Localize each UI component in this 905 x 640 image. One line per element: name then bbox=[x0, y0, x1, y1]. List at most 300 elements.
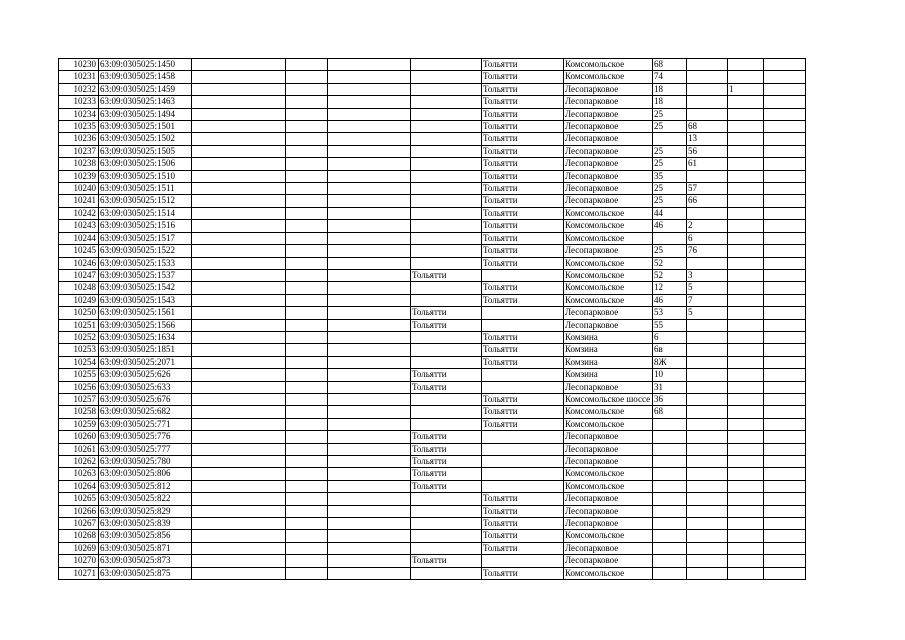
cadastral-number-cell: 63:09:0305025:1634 bbox=[99, 331, 192, 343]
empty-cell-l bbox=[764, 307, 806, 319]
city-cell-alt bbox=[411, 542, 482, 554]
row-number-cell: 10271 bbox=[59, 567, 99, 579]
empty-cell-l bbox=[764, 207, 806, 219]
building-cell bbox=[728, 393, 764, 405]
city-cell-alt: Тольятти bbox=[411, 369, 482, 381]
street-cell: Лесопарковое bbox=[564, 518, 653, 530]
building-cell bbox=[728, 542, 764, 554]
empty-cell-c bbox=[192, 245, 286, 257]
apartment-cell bbox=[687, 83, 728, 95]
empty-cell-l bbox=[764, 443, 806, 455]
row-number-cell: 10253 bbox=[59, 344, 99, 356]
building-cell bbox=[728, 232, 764, 244]
building-cell bbox=[728, 505, 764, 517]
table-row bbox=[59, 480, 806, 492]
building-cell bbox=[728, 307, 764, 319]
empty-cell-c bbox=[192, 542, 286, 554]
city-cell: Тольятти bbox=[482, 59, 564, 71]
table-row bbox=[59, 505, 806, 517]
house-number-cell bbox=[653, 456, 687, 468]
empty-cell-l bbox=[764, 245, 806, 257]
table-row bbox=[59, 456, 806, 468]
empty-cell-c bbox=[192, 443, 286, 455]
empty-cell-l bbox=[764, 83, 806, 95]
city-cell bbox=[482, 431, 564, 443]
empty-cell-e bbox=[328, 220, 411, 232]
apartment-cell bbox=[687, 505, 728, 517]
empty-cell-c bbox=[192, 133, 286, 145]
building-cell: 1 bbox=[728, 83, 764, 95]
table-row bbox=[59, 195, 806, 207]
empty-cell-c bbox=[192, 108, 286, 120]
table-row bbox=[59, 406, 806, 418]
table-row bbox=[59, 294, 806, 306]
apartment-cell bbox=[687, 530, 728, 542]
table-row bbox=[59, 542, 806, 554]
building-cell bbox=[728, 369, 764, 381]
building-cell bbox=[728, 257, 764, 269]
empty-cell-e bbox=[328, 505, 411, 517]
building-cell bbox=[728, 195, 764, 207]
apartment-cell bbox=[687, 369, 728, 381]
empty-cell-e bbox=[328, 108, 411, 120]
empty-cell-l bbox=[764, 183, 806, 195]
empty-cell-c bbox=[192, 232, 286, 244]
empty-cell-l bbox=[764, 480, 806, 492]
row-number-cell: 10252 bbox=[59, 331, 99, 343]
apartment-cell bbox=[687, 96, 728, 108]
house-number-cell: 46 bbox=[653, 220, 687, 232]
empty-cell-d bbox=[286, 393, 328, 405]
city-cell-alt bbox=[411, 133, 482, 145]
city-cell-alt bbox=[411, 220, 482, 232]
empty-cell-e bbox=[328, 121, 411, 133]
street-cell: Лесопарковое bbox=[564, 158, 653, 170]
empty-cell-c bbox=[192, 406, 286, 418]
empty-cell-c bbox=[192, 356, 286, 368]
street-cell: Лесопарковое bbox=[564, 319, 653, 331]
cadastral-number-cell: 63:09:0305025:633 bbox=[99, 381, 192, 393]
table-row bbox=[59, 344, 806, 356]
street-cell: Лесопарковое bbox=[564, 493, 653, 505]
apartment-cell: 3 bbox=[687, 269, 728, 281]
cadastral-number-cell: 63:09:0305025:682 bbox=[99, 406, 192, 418]
apartment-cell bbox=[687, 518, 728, 530]
empty-cell-l bbox=[764, 108, 806, 120]
table-row bbox=[59, 555, 806, 567]
apartment-cell bbox=[687, 406, 728, 418]
cadastral-number-cell: 63:09:0305025:1501 bbox=[99, 121, 192, 133]
building-cell bbox=[728, 567, 764, 579]
city-cell: Тольятти bbox=[482, 145, 564, 157]
building-cell bbox=[728, 170, 764, 182]
apartment-cell: 61 bbox=[687, 158, 728, 170]
cadastral-number-cell: 63:09:0305025:856 bbox=[99, 530, 192, 542]
empty-cell-d bbox=[286, 133, 328, 145]
empty-cell-c bbox=[192, 505, 286, 517]
city-cell: Тольятти bbox=[482, 356, 564, 368]
street-cell: Лесопарковое bbox=[564, 195, 653, 207]
house-number-cell: 18 bbox=[653, 83, 687, 95]
house-number-cell: 25 bbox=[653, 158, 687, 170]
apartment-cell bbox=[687, 493, 728, 505]
city-cell bbox=[482, 369, 564, 381]
cadastral-number-cell: 63:09:0305025:812 bbox=[99, 480, 192, 492]
empty-cell-l bbox=[764, 356, 806, 368]
house-number-cell: 12 bbox=[653, 282, 687, 294]
house-number-cell: 25 bbox=[653, 108, 687, 120]
city-cell bbox=[482, 468, 564, 480]
city-cell: Тольятти bbox=[482, 220, 564, 232]
cadastral-number-cell: 63:09:0305025:1502 bbox=[99, 133, 192, 145]
apartment-cell: 2 bbox=[687, 220, 728, 232]
empty-cell-d bbox=[286, 331, 328, 343]
cadastral-number-cell: 63:09:0305025:806 bbox=[99, 468, 192, 480]
city-cell bbox=[482, 555, 564, 567]
house-number-cell bbox=[653, 493, 687, 505]
row-number-cell: 10231 bbox=[59, 71, 99, 83]
empty-cell-d bbox=[286, 232, 328, 244]
table-row bbox=[59, 59, 806, 71]
empty-cell-l bbox=[764, 294, 806, 306]
cadastral-number-cell: 63:09:0305025:829 bbox=[99, 505, 192, 517]
street-cell: Лесопарковое bbox=[564, 170, 653, 182]
table-row bbox=[59, 207, 806, 219]
empty-cell-d bbox=[286, 443, 328, 455]
cadastral-number-cell: 63:09:0305025:1505 bbox=[99, 145, 192, 157]
building-cell bbox=[728, 418, 764, 430]
house-number-cell bbox=[653, 542, 687, 554]
row-number-cell: 10265 bbox=[59, 493, 99, 505]
city-cell-alt bbox=[411, 245, 482, 257]
city-cell-alt bbox=[411, 282, 482, 294]
cadastral-number-cell: 63:09:0305025:1450 bbox=[99, 59, 192, 71]
apartment-cell bbox=[687, 468, 728, 480]
apartment-cell: 7 bbox=[687, 294, 728, 306]
empty-cell-e bbox=[328, 456, 411, 468]
street-cell: Комзина bbox=[564, 331, 653, 343]
empty-cell-c bbox=[192, 319, 286, 331]
cadastral-number-cell: 63:09:0305025:1458 bbox=[99, 71, 192, 83]
empty-cell-l bbox=[764, 493, 806, 505]
empty-cell-e bbox=[328, 418, 411, 430]
row-number-cell: 10259 bbox=[59, 418, 99, 430]
empty-cell-c bbox=[192, 170, 286, 182]
empty-cell-e bbox=[328, 269, 411, 281]
empty-cell-l bbox=[764, 121, 806, 133]
empty-cell-d bbox=[286, 480, 328, 492]
apartment-cell bbox=[687, 443, 728, 455]
city-cell-alt bbox=[411, 158, 482, 170]
empty-cell-d bbox=[286, 121, 328, 133]
empty-cell-e bbox=[328, 381, 411, 393]
cadastral-number-cell: 63:09:0305025:771 bbox=[99, 418, 192, 430]
empty-cell-d bbox=[286, 319, 328, 331]
row-number-cell: 10266 bbox=[59, 505, 99, 517]
table-row bbox=[59, 307, 806, 319]
city-cell-alt bbox=[411, 183, 482, 195]
row-number-cell: 10260 bbox=[59, 431, 99, 443]
empty-cell-e bbox=[328, 195, 411, 207]
empty-cell-d bbox=[286, 71, 328, 83]
street-cell: Комсомольское bbox=[564, 468, 653, 480]
empty-cell-d bbox=[286, 207, 328, 219]
cadastral-number-cell: 63:09:0305025:1851 bbox=[99, 344, 192, 356]
empty-cell-e bbox=[328, 207, 411, 219]
street-cell: Комсомольское bbox=[564, 418, 653, 430]
empty-cell-e bbox=[328, 232, 411, 244]
building-cell bbox=[728, 133, 764, 145]
house-number-cell: 10 bbox=[653, 369, 687, 381]
empty-cell-d bbox=[286, 96, 328, 108]
building-cell bbox=[728, 158, 764, 170]
empty-cell-d bbox=[286, 493, 328, 505]
apartment-cell bbox=[687, 207, 728, 219]
house-number-cell bbox=[653, 530, 687, 542]
house-number-cell bbox=[653, 567, 687, 579]
empty-cell-c bbox=[192, 207, 286, 219]
house-number-cell: 53 bbox=[653, 307, 687, 319]
city-cell: Тольятти bbox=[482, 195, 564, 207]
empty-cell-d bbox=[286, 257, 328, 269]
street-cell: Комсомольское bbox=[564, 294, 653, 306]
table-row bbox=[59, 96, 806, 108]
empty-cell-l bbox=[764, 381, 806, 393]
apartment-cell bbox=[687, 418, 728, 430]
apartment-cell bbox=[687, 59, 728, 71]
building-cell bbox=[728, 381, 764, 393]
apartment-cell: 13 bbox=[687, 133, 728, 145]
empty-cell-c bbox=[192, 83, 286, 95]
table-row bbox=[59, 356, 806, 368]
empty-cell-d bbox=[286, 170, 328, 182]
empty-cell-c bbox=[192, 121, 286, 133]
apartment-cell: 5 bbox=[687, 307, 728, 319]
empty-cell-e bbox=[328, 83, 411, 95]
cadastral-number-cell: 63:09:0305025:1510 bbox=[99, 170, 192, 182]
table-row bbox=[59, 257, 806, 269]
city-cell: Тольятти bbox=[482, 232, 564, 244]
empty-cell-d bbox=[286, 294, 328, 306]
city-cell-alt bbox=[411, 96, 482, 108]
empty-cell-d bbox=[286, 456, 328, 468]
empty-cell-d bbox=[286, 269, 328, 281]
row-number-cell: 10240 bbox=[59, 183, 99, 195]
empty-cell-l bbox=[764, 518, 806, 530]
street-cell: Лесопарковое bbox=[564, 245, 653, 257]
city-cell-alt: Тольятти bbox=[411, 431, 482, 443]
row-number-cell: 10237 bbox=[59, 145, 99, 157]
city-cell-alt bbox=[411, 195, 482, 207]
row-number-cell: 10257 bbox=[59, 393, 99, 405]
row-number-cell: 10264 bbox=[59, 480, 99, 492]
empty-cell-e bbox=[328, 542, 411, 554]
empty-cell-e bbox=[328, 319, 411, 331]
building-cell bbox=[728, 518, 764, 530]
street-cell: Комзина bbox=[564, 356, 653, 368]
apartment-cell bbox=[687, 542, 728, 554]
empty-cell-l bbox=[764, 220, 806, 232]
street-cell: Комсомольское bbox=[564, 480, 653, 492]
cadastral-number-cell: 63:09:0305025:626 bbox=[99, 369, 192, 381]
city-cell bbox=[482, 443, 564, 455]
table-row bbox=[59, 245, 806, 257]
table-row bbox=[59, 71, 806, 83]
empty-cell-c bbox=[192, 456, 286, 468]
empty-cell-l bbox=[764, 393, 806, 405]
street-cell: Лесопарковое bbox=[564, 121, 653, 133]
building-cell bbox=[728, 468, 764, 480]
apartment-cell: 68 bbox=[687, 121, 728, 133]
empty-cell-e bbox=[328, 393, 411, 405]
empty-cell-l bbox=[764, 344, 806, 356]
empty-cell-c bbox=[192, 96, 286, 108]
cadastral-number-cell: 63:09:0305025:822 bbox=[99, 493, 192, 505]
row-number-cell: 10267 bbox=[59, 518, 99, 530]
empty-cell-c bbox=[192, 294, 286, 306]
city-cell: Тольятти bbox=[482, 183, 564, 195]
building-cell bbox=[728, 207, 764, 219]
row-number-cell: 10234 bbox=[59, 108, 99, 120]
house-number-cell: 25 bbox=[653, 145, 687, 157]
city-cell: Тольятти bbox=[482, 518, 564, 530]
building-cell bbox=[728, 480, 764, 492]
city-cell-alt bbox=[411, 493, 482, 505]
empty-cell-d bbox=[286, 344, 328, 356]
cadastral-number-cell: 63:09:0305025:1522 bbox=[99, 245, 192, 257]
empty-cell-e bbox=[328, 530, 411, 542]
building-cell bbox=[728, 245, 764, 257]
row-number-cell: 10262 bbox=[59, 456, 99, 468]
city-cell bbox=[482, 381, 564, 393]
city-cell: Тольятти bbox=[482, 108, 564, 120]
row-number-cell: 10241 bbox=[59, 195, 99, 207]
row-number-cell: 10238 bbox=[59, 158, 99, 170]
row-number-cell: 10268 bbox=[59, 530, 99, 542]
row-number-cell: 10248 bbox=[59, 282, 99, 294]
city-cell: Тольятти bbox=[482, 257, 564, 269]
empty-cell-l bbox=[764, 257, 806, 269]
street-cell: Лесопарковое bbox=[564, 108, 653, 120]
row-number-cell: 10251 bbox=[59, 319, 99, 331]
street-cell: Лесопарковое bbox=[564, 542, 653, 554]
city-cell: Тольятти bbox=[482, 96, 564, 108]
street-cell: Лесопарковое bbox=[564, 96, 653, 108]
row-number-cell: 10243 bbox=[59, 220, 99, 232]
cadastral-number-cell: 63:09:0305025:676 bbox=[99, 393, 192, 405]
apartment-cell bbox=[687, 393, 728, 405]
empty-cell-c bbox=[192, 369, 286, 381]
empty-cell-l bbox=[764, 505, 806, 517]
empty-cell-c bbox=[192, 183, 286, 195]
cadastral-number-cell: 63:09:0305025:2071 bbox=[99, 356, 192, 368]
house-number-cell bbox=[653, 505, 687, 517]
house-number-cell bbox=[653, 480, 687, 492]
row-number-cell: 10245 bbox=[59, 245, 99, 257]
empty-cell-c bbox=[192, 381, 286, 393]
empty-cell-l bbox=[764, 319, 806, 331]
city-cell: Тольятти bbox=[482, 406, 564, 418]
table-row bbox=[59, 133, 806, 145]
house-number-cell bbox=[653, 431, 687, 443]
street-cell: Комсомольское шоссе bbox=[564, 393, 653, 405]
empty-cell-e bbox=[328, 443, 411, 455]
table-row bbox=[59, 232, 806, 244]
cadastral-number-cell: 63:09:0305025:1517 bbox=[99, 232, 192, 244]
apartment-cell: 56 bbox=[687, 145, 728, 157]
empty-cell-l bbox=[764, 406, 806, 418]
city-cell-alt bbox=[411, 518, 482, 530]
empty-cell-e bbox=[328, 245, 411, 257]
house-number-cell: 31 bbox=[653, 381, 687, 393]
city-cell: Тольятти bbox=[482, 158, 564, 170]
house-number-cell: 44 bbox=[653, 207, 687, 219]
row-number-cell: 10263 bbox=[59, 468, 99, 480]
house-number-cell: 46 bbox=[653, 294, 687, 306]
row-number-cell: 10232 bbox=[59, 83, 99, 95]
apartment-cell bbox=[687, 480, 728, 492]
row-number-cell: 10235 bbox=[59, 121, 99, 133]
empty-cell-d bbox=[286, 145, 328, 157]
table-row bbox=[59, 282, 806, 294]
empty-cell-c bbox=[192, 518, 286, 530]
empty-cell-e bbox=[328, 331, 411, 343]
empty-cell-l bbox=[764, 555, 806, 567]
house-number-cell bbox=[653, 518, 687, 530]
empty-cell-l bbox=[764, 158, 806, 170]
empty-cell-d bbox=[286, 59, 328, 71]
cadastral-number-cell: 63:09:0305025:875 bbox=[99, 567, 192, 579]
row-number-cell: 10242 bbox=[59, 207, 99, 219]
row-number-cell: 10270 bbox=[59, 555, 99, 567]
street-cell: Лесопарковое bbox=[564, 145, 653, 157]
city-cell-alt: Тольятти bbox=[411, 468, 482, 480]
apartment-cell bbox=[687, 170, 728, 182]
row-number-cell: 10249 bbox=[59, 294, 99, 306]
city-cell-alt: Тольятти bbox=[411, 555, 482, 567]
table-row bbox=[59, 183, 806, 195]
empty-cell-c bbox=[192, 331, 286, 343]
empty-cell-c bbox=[192, 480, 286, 492]
street-cell: Комсомольское bbox=[564, 59, 653, 71]
empty-cell-d bbox=[286, 282, 328, 294]
empty-cell-d bbox=[286, 108, 328, 120]
apartment-cell bbox=[687, 567, 728, 579]
empty-cell-c bbox=[192, 145, 286, 157]
building-cell bbox=[728, 356, 764, 368]
empty-cell-l bbox=[764, 542, 806, 554]
apartment-cell bbox=[687, 555, 728, 567]
cadastral-number-cell: 63:09:0305025:1463 bbox=[99, 96, 192, 108]
city-cell-alt: Тольятти bbox=[411, 381, 482, 393]
building-cell bbox=[728, 344, 764, 356]
cadastral-number-cell: 63:09:0305025:873 bbox=[99, 555, 192, 567]
street-cell: Лесопарковое bbox=[564, 431, 653, 443]
empty-cell-e bbox=[328, 59, 411, 71]
city-cell bbox=[482, 480, 564, 492]
street-cell: Лесопарковое bbox=[564, 456, 653, 468]
table-row bbox=[59, 431, 806, 443]
empty-cell-e bbox=[328, 170, 411, 182]
apartment-cell bbox=[687, 108, 728, 120]
empty-cell-d bbox=[286, 307, 328, 319]
house-number-cell bbox=[653, 468, 687, 480]
spreadsheet-table bbox=[58, 58, 806, 580]
city-cell bbox=[482, 456, 564, 468]
empty-cell-l bbox=[764, 369, 806, 381]
city-cell: Тольятти bbox=[482, 493, 564, 505]
empty-cell-e bbox=[328, 294, 411, 306]
